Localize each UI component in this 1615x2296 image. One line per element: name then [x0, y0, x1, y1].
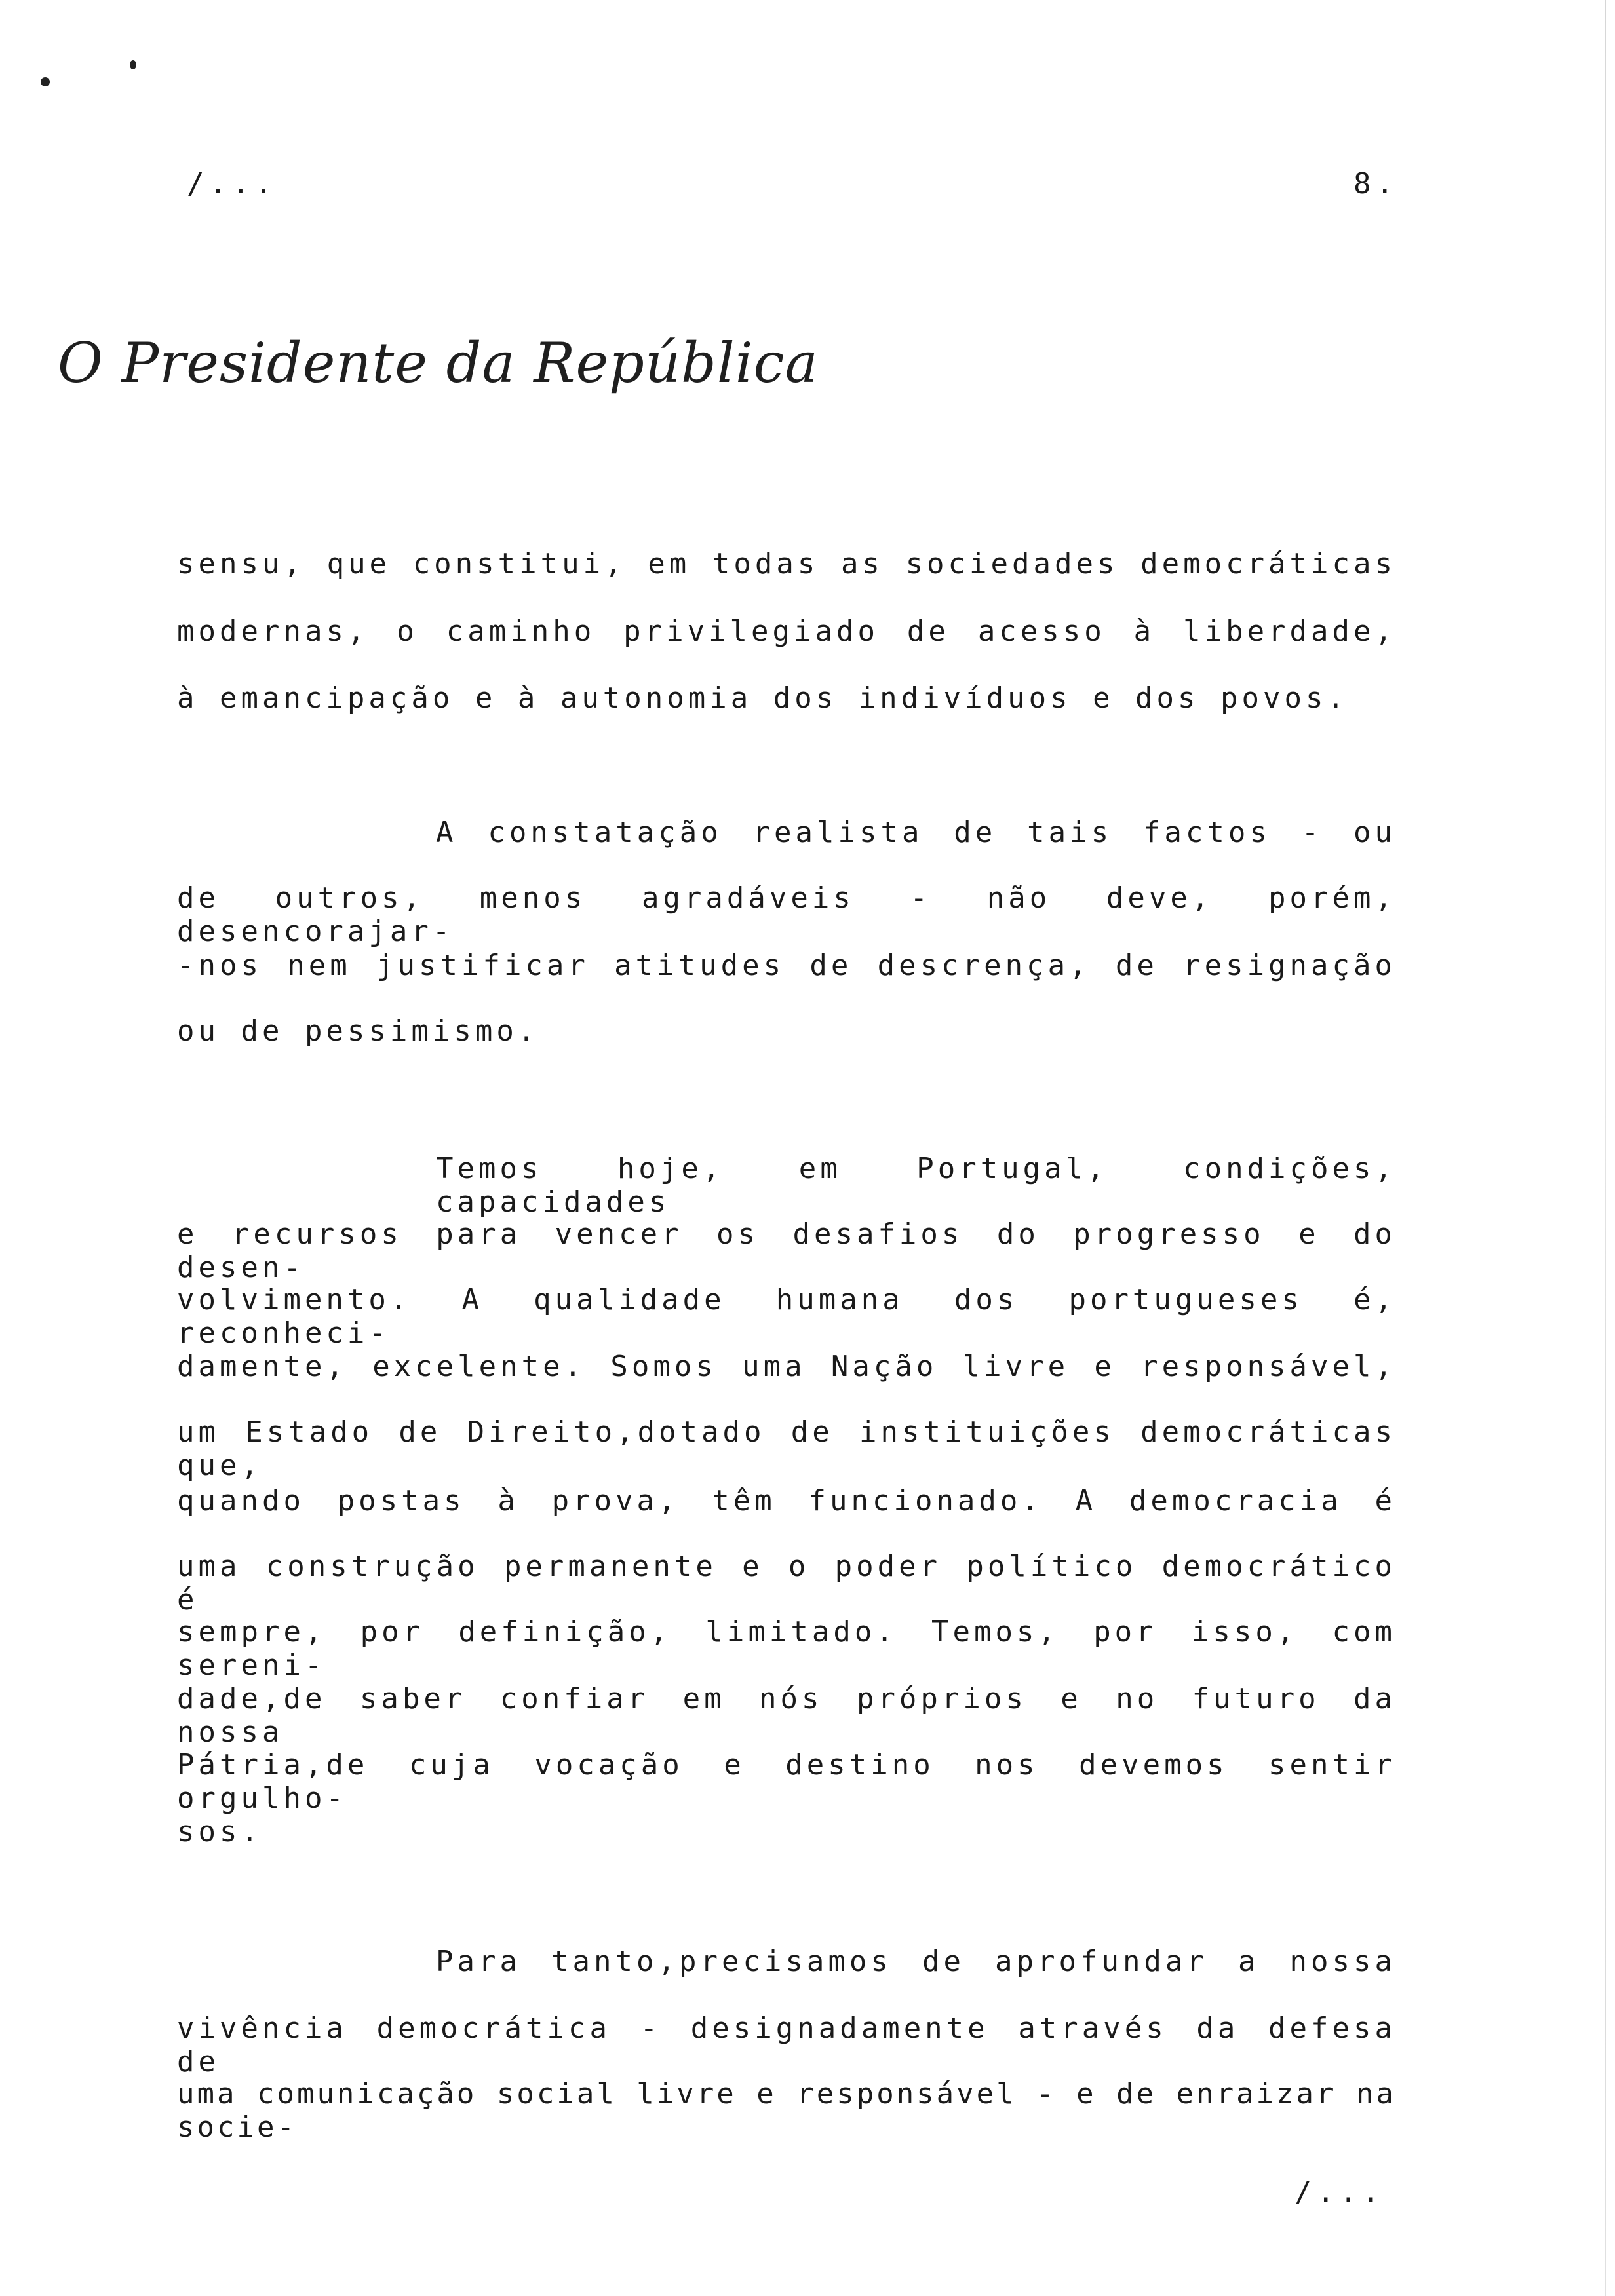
- text-line: uma construção permanente e o poder político democrático é: [177, 1550, 1396, 1617]
- continuation-mark-top: /...: [187, 167, 277, 201]
- scan-edge: [1605, 0, 1606, 2296]
- page-number: 8.: [1353, 167, 1399, 201]
- text-line: -nos nem justificar atitudes de descrença, de resignação: [177, 949, 1396, 982]
- text-line: à emancipação e à autonomia dos indivíduos e dos povos.: [177, 681, 1348, 715]
- scan-speck: [130, 60, 136, 69]
- text-line: de outros, menos agradáveis - não deve, porém, desencorajar-: [177, 881, 1396, 948]
- text-line: Pátria,de cuja vocação e destino nos devemos sentir orgulho-: [177, 1748, 1396, 1815]
- text-line: um Estado de Direito,dotado de instituições democráticas que,: [177, 1415, 1396, 1482]
- text-line: damente, excelente. Somos uma Nação livre e responsável,: [177, 1350, 1396, 1383]
- document-body: [177, 0, 1396, 2296]
- letterhead: O Presidente da República: [58, 331, 819, 395]
- text-line: vivência democrática - designadamente através da defesa de: [177, 2012, 1396, 2078]
- text-line: sos.: [177, 1815, 262, 1848]
- scan-speck: [41, 77, 50, 86]
- text-line: sensu, que constitui, em todas as sociedades democráticas: [177, 547, 1396, 581]
- text-line: dade,de saber confiar em nós próprios e no futuro da nossa: [177, 1682, 1396, 1749]
- text-line: uma comunicação social livre e responsável - e de enraizar na socie-: [177, 2077, 1396, 2144]
- text-line: modernas, o caminho privilegiado de acesso à liberdade,: [177, 615, 1396, 648]
- text-line: quando postas à prova, têm funcionado. A democracia é: [177, 1484, 1396, 1518]
- continuation-mark-bottom: /...: [1294, 2175, 1385, 2209]
- text-line: A constatação realista de tais factos - ou: [436, 816, 1396, 849]
- text-line: volvimento. A qualidade humana dos portugueses é, reconheci-: [177, 1283, 1396, 1350]
- text-line: e recursos para vencer os desafios do progresso e do desen-: [177, 1217, 1396, 1284]
- text-line: sempre, por definição, limitado. Temos, por isso, com sereni-: [177, 1615, 1396, 1682]
- text-line: Temos hoje, em Portugal, condições, capacidades: [436, 1152, 1396, 1219]
- text-line: Para tanto,precisamos de aprofundar a nossa: [436, 1945, 1396, 1978]
- text-line: ou de pessimismo.: [177, 1014, 539, 1048]
